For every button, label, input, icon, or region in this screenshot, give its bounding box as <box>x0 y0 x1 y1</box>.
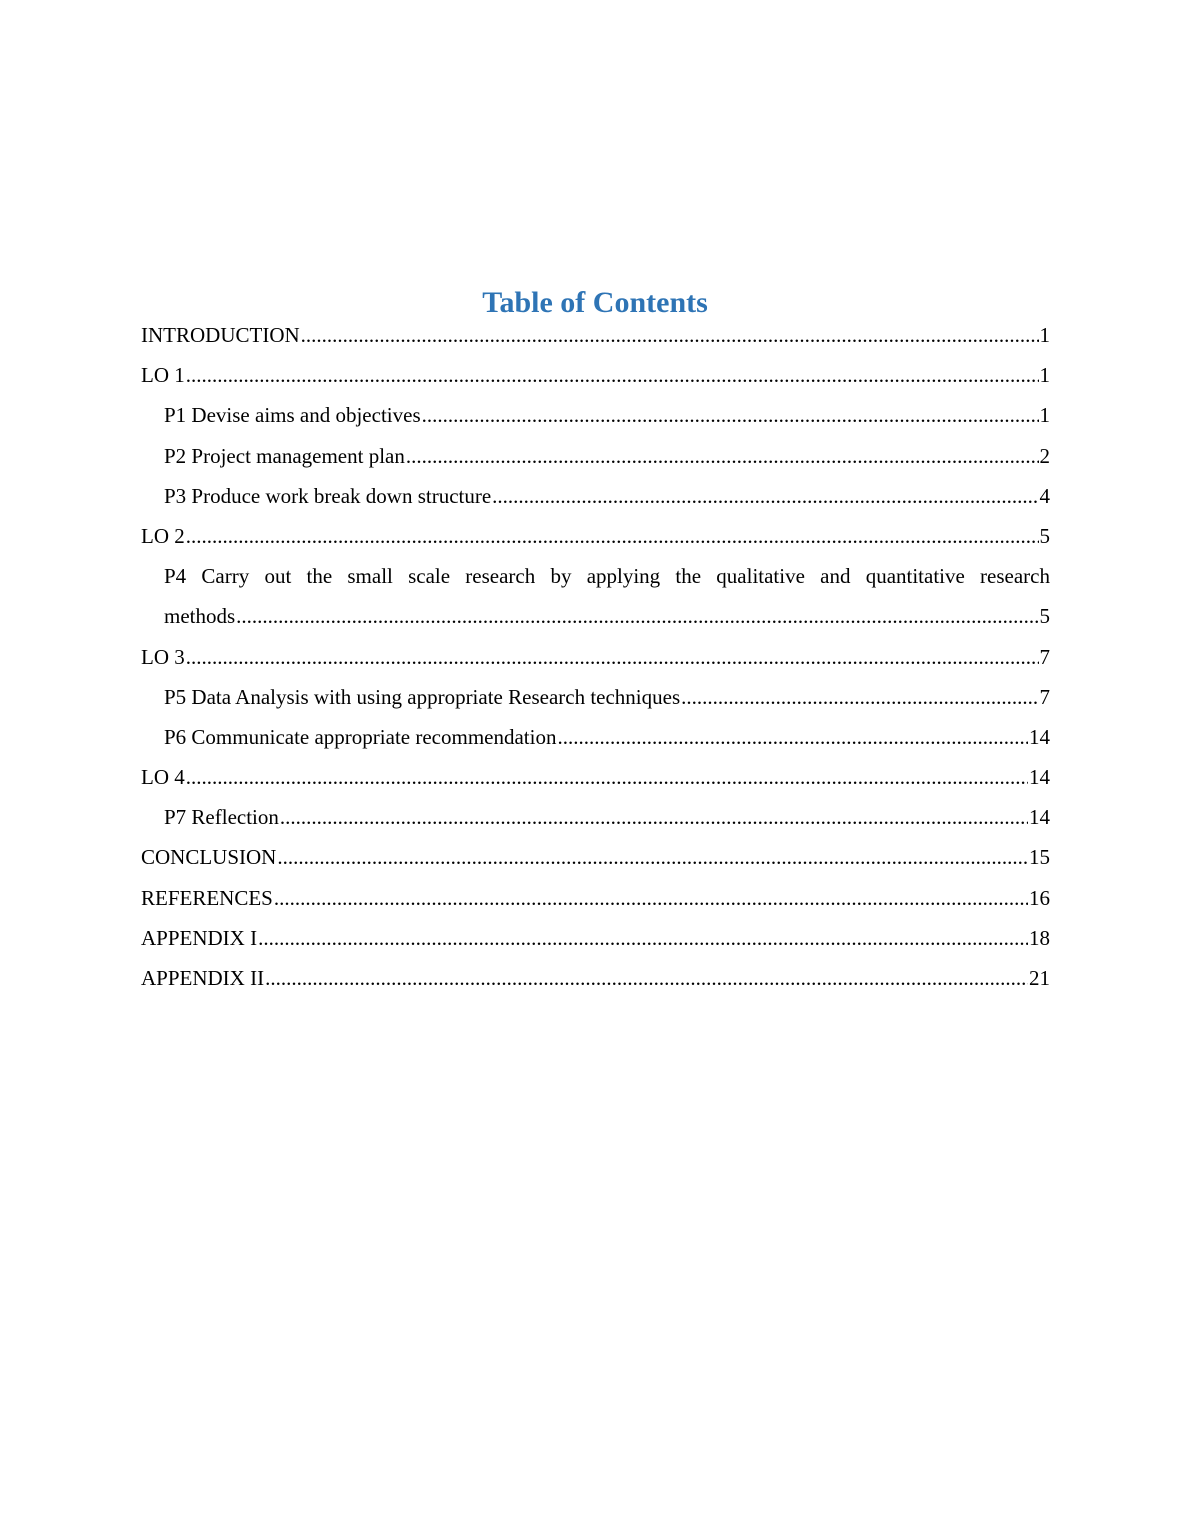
toc-page-number: 2 <box>1039 443 1050 468</box>
dot-leader <box>406 436 1039 476</box>
toc-entry-label: APPENDIX I <box>141 925 258 950</box>
toc-entry-label: LO 3 <box>141 644 185 669</box>
toc-entry-label: CONCLUSION <box>141 845 277 870</box>
toc-entry-introduction[interactable] <box>141 315 1050 355</box>
toc-entry-label: P2 Project management plan <box>164 443 405 468</box>
toc-entry-lo4[interactable] <box>141 757 1050 797</box>
toc-page-number: 21 <box>1029 966 1050 991</box>
toc-entry-label: INTRODUCTION <box>141 323 300 347</box>
toc-entry-p6[interactable] <box>141 717 1050 757</box>
toc-entry-label: LO 2 <box>141 523 185 548</box>
toc-page-number: 7 <box>1039 644 1050 669</box>
toc-entry-appendix-ii[interactable] <box>141 958 1050 998</box>
dot-leader <box>186 757 1028 797</box>
toc-entry-conclusion[interactable] <box>141 837 1050 877</box>
toc-entry-label: LO 4 <box>141 765 185 790</box>
toc-entry-p3[interactable] <box>141 476 1050 516</box>
toc-entry-p5[interactable] <box>141 677 1050 717</box>
toc-entry-label: REFERENCES <box>141 885 273 910</box>
dot-leader <box>236 596 1038 636</box>
dot-leader <box>265 958 1028 998</box>
toc-page-number: 4 <box>1039 483 1050 508</box>
toc-page-number: 7 <box>1039 684 1050 709</box>
dot-leader <box>557 717 1028 757</box>
toc-entry-label-line1: P4 Carry out the small scale research by applying the qualitative and quantitative research <box>164 564 1050 589</box>
toc-page-number: 1 <box>1039 403 1050 428</box>
toc-page-number: 14 <box>1029 765 1050 790</box>
toc-entry-p4[interactable] <box>141 556 1050 636</box>
toc-entry-label: P1 Devise aims and objectives <box>164 403 421 428</box>
dot-leader <box>681 677 1038 717</box>
toc-entry-label: P5 Data Analysis with using appropriate Research techniques <box>164 684 681 709</box>
toc-title: Table of Contents <box>482 286 708 319</box>
dot-leader <box>258 918 1028 958</box>
toc-entry-lo1[interactable] <box>141 355 1050 395</box>
toc-entry-label-line2: methods <box>164 604 236 629</box>
toc-page-number: 14 <box>1029 724 1050 749</box>
toc-page-number: 5 <box>1039 523 1050 548</box>
dot-leader <box>274 878 1028 918</box>
table-of-contents <box>141 315 1050 998</box>
dot-leader <box>186 637 1039 677</box>
dot-leader <box>301 315 1039 355</box>
toc-entry-label: P6 Communicate appropriate recommendation <box>164 724 557 749</box>
dot-leader <box>277 837 1028 877</box>
toc-entry-references[interactable] <box>141 878 1050 918</box>
toc-page-number: 18 <box>1029 925 1050 950</box>
toc-page-number: 16 <box>1029 885 1050 910</box>
toc-entry-lo2[interactable] <box>141 516 1050 556</box>
dot-leader <box>280 797 1028 837</box>
dot-leader <box>186 516 1039 556</box>
dot-leader <box>492 476 1038 516</box>
toc-page-number: 15 <box>1029 845 1050 870</box>
toc-entry-label: P7 Reflection <box>164 805 279 830</box>
toc-entry-p1[interactable] <box>141 395 1050 435</box>
toc-entry-label: LO 1 <box>141 363 185 388</box>
toc-page-number: 1 <box>1039 363 1050 388</box>
dot-leader <box>186 355 1039 395</box>
toc-entry-appendix-i[interactable] <box>141 918 1050 958</box>
dot-leader <box>422 395 1039 435</box>
toc-page-number: 5 <box>1039 604 1050 629</box>
toc-entry-p2[interactable] <box>141 436 1050 476</box>
toc-entry-label: APPENDIX II <box>141 966 265 991</box>
toc-entry-line2 <box>164 596 1050 636</box>
toc-page-number: 1 <box>1039 323 1050 347</box>
toc-entry-p7[interactable] <box>141 797 1050 837</box>
toc-entry-label: P3 Produce work break down structure <box>164 483 492 508</box>
toc-entry-lo3[interactable] <box>141 637 1050 677</box>
toc-page-number: 14 <box>1029 805 1050 830</box>
